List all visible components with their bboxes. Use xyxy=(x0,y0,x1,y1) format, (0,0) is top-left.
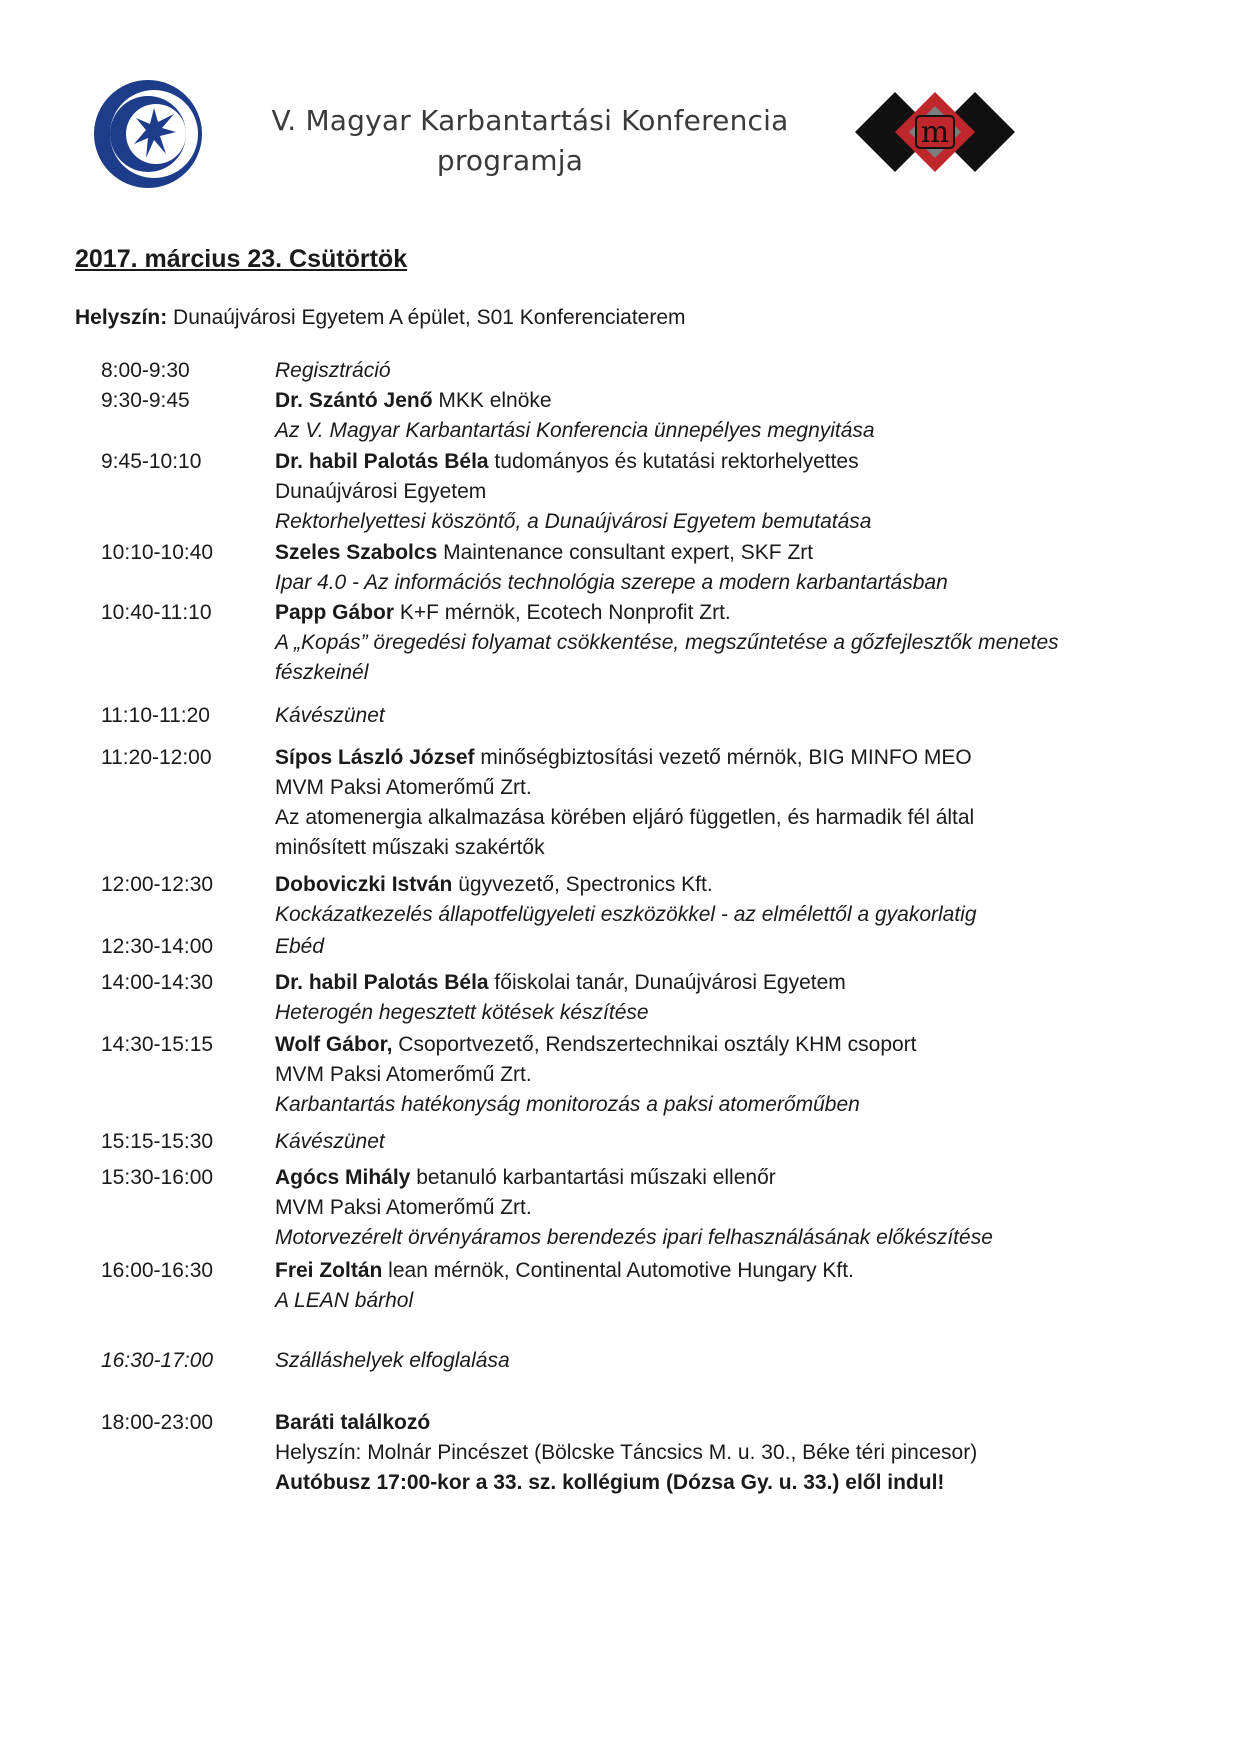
schedule-line xyxy=(275,1063,532,1087)
schedule-time: 14:30-15:15 xyxy=(101,1033,214,1056)
schedule-line xyxy=(275,601,731,625)
talk-title: Kávészünet xyxy=(275,1130,385,1153)
schedule-time: 16:30-17:00 xyxy=(101,1349,214,1372)
conference-title: V. Magyar Karbantartási Konferencia xyxy=(271,104,789,137)
speaker-name: Wolf Gábor, xyxy=(275,1033,393,1056)
line-text: minősített műszaki szakértők xyxy=(275,836,545,859)
schedule-line xyxy=(275,510,871,534)
schedule-line xyxy=(275,806,974,830)
talk-title: Ipar 4.0 - Az információs technológia szerepe a modern karbantartásban xyxy=(275,571,948,594)
svg-text:m: m xyxy=(920,115,950,150)
schedule-line xyxy=(275,480,486,504)
speaker-name: Agócs Mihály xyxy=(275,1166,411,1189)
speaker-name: Sípos László József xyxy=(275,746,475,769)
talk-title: Heterogén hegesztett kötések készítése xyxy=(275,1001,649,1024)
line-text: K+F mérnök, Ecotech Nonprofit Zrt. xyxy=(394,601,731,624)
line-text: MVM Paksi Atomerőmű Zrt. xyxy=(275,1063,532,1086)
schedule-time: 14:00-14:30 xyxy=(101,971,214,994)
schedule-line xyxy=(275,571,948,595)
schedule-line xyxy=(275,1130,385,1154)
schedule-line xyxy=(275,1289,413,1313)
schedule-time: 16:00-16:30 xyxy=(101,1259,214,1282)
speaker-name: Dr. habil Palotás Béla xyxy=(275,971,489,994)
schedule-time: 12:00-12:30 xyxy=(101,873,214,896)
line-text: minőségbiztosítási vezető mérnök, BIG MINFO MEO xyxy=(474,746,972,769)
line-text: főiskolai tanár, Dunaújvárosi Egyetem xyxy=(488,971,846,994)
schedule-line xyxy=(275,1196,532,1220)
line-text: tudományos és kutatási rektorhelyettes xyxy=(488,450,859,473)
venue-line xyxy=(75,306,686,330)
schedule-time: 11:10-11:20 xyxy=(101,704,210,727)
line-text: Helyszín: Molnár Pincészet (Bölcske Táncsics M. u. 30., Béke téri pincesor) xyxy=(275,1441,978,1464)
line-text: betanuló karbantartási műszaki ellenőr xyxy=(410,1166,776,1189)
speaker-name: Dr. habil Palotás Béla xyxy=(275,450,489,473)
schedule-time: 10:10-10:40 xyxy=(101,541,214,564)
schedule-line xyxy=(275,1259,854,1283)
schedule-line xyxy=(275,450,859,474)
line-text: ügyvezető, Spectronics Kft. xyxy=(452,873,713,896)
speaker-name: Frei Zoltán xyxy=(275,1259,383,1282)
schedule-line xyxy=(275,541,813,565)
schedule-time: 9:45-10:10 xyxy=(101,450,202,473)
line-text: MVM Paksi Atomerőmű Zrt. xyxy=(275,1196,532,1219)
speaker-name: Baráti találkozó xyxy=(275,1411,431,1434)
talk-title: fészkeinél xyxy=(275,661,369,684)
line-text: lean mérnök, Continental Automotive Hungary Kft. xyxy=(382,1259,854,1282)
line-text: MVM Paksi Atomerőmű Zrt. xyxy=(275,776,532,799)
schedule-line xyxy=(275,1033,917,1057)
schedule-line xyxy=(275,1226,993,1250)
line-text: MKK elnöke xyxy=(432,389,552,412)
schedule-time: 9:30-9:45 xyxy=(101,389,190,412)
speaker-name: Dr. Szántó Jenő xyxy=(275,389,433,412)
schedule-line xyxy=(275,1441,977,1465)
talk-title: Kávészünet xyxy=(275,704,385,727)
schedule-line xyxy=(275,704,385,728)
talk-title: Karbantartás hatékonyság monitorozás a paksi atomerőműben xyxy=(275,1093,860,1116)
speaker-name: Doboviczki István xyxy=(275,873,453,896)
schedule-time: 15:15-15:30 xyxy=(101,1130,214,1153)
talk-title: A „Kopás” öregedési folyamat csökkentése, megszűntetése a gőzfejlesztők menetes xyxy=(275,631,1059,654)
talk-title: Ebéd xyxy=(275,935,325,958)
talk-title: Az V. Magyar Karbantartási Konferencia ünnepélyes megnyitása xyxy=(275,419,875,442)
schedule-line xyxy=(275,359,391,383)
schedule-time: 8:00-9:30 xyxy=(101,359,190,382)
schedule-line xyxy=(275,419,875,443)
line-text: Dunaújvárosi Egyetem xyxy=(275,480,487,503)
schedule-line xyxy=(275,1411,430,1435)
schedule-line xyxy=(275,836,545,860)
schedule-line xyxy=(275,873,713,897)
speaker-name: Autóbusz 17:00-kor a 33. sz. kollégium (Dózsa Gy. u. 33.) elől indul! xyxy=(275,1471,945,1494)
schedule-line xyxy=(275,746,972,770)
talk-title: Szálláshelyek elfoglalása xyxy=(275,1349,510,1372)
schedule-line xyxy=(275,903,977,927)
speaker-name: Szeles Szabolcs xyxy=(275,541,438,564)
line-text: Maintenance consultant expert, SKF Zrt xyxy=(437,541,814,564)
schedule-line xyxy=(275,1001,649,1025)
schedule-time: 18:00-23:00 xyxy=(101,1411,214,1434)
schedule-line xyxy=(275,389,552,413)
schedule-line xyxy=(275,1471,944,1495)
line-text: Az atomenergia alkalmazása körében eljáró független, és harmadik fél által xyxy=(275,806,975,829)
conference-subtitle: programja xyxy=(436,144,584,177)
schedule-line xyxy=(275,776,532,800)
schedule-line xyxy=(275,1349,510,1373)
line-text: Csoportvezető, Rendszertechnikai osztály KHM csoport xyxy=(392,1033,917,1056)
date-heading: 2017. március 23. Csütörtök xyxy=(75,245,408,273)
schedule-line xyxy=(275,661,368,685)
talk-title: A LEAN bárhol xyxy=(275,1289,414,1312)
schedule-time: 12:30-14:00 xyxy=(101,935,214,958)
talk-title: Motorvezérelt örvényáramos berendezés ipari felhasználásának előkészítése xyxy=(275,1226,993,1249)
schedule-line xyxy=(275,935,324,959)
venue-text: Dunaújvárosi Egyetem A épület, S01 Konferenciaterem xyxy=(173,306,686,329)
schedule-time: 11:20-12:00 xyxy=(101,746,212,769)
talk-title: Rektorhelyettesi köszöntő, a Dunaújvárosi Egyetem bemutatása xyxy=(275,510,872,533)
schedule-time: 15:30-16:00 xyxy=(101,1166,214,1189)
schedule-line xyxy=(275,631,1059,655)
speaker-name: Papp Gábor xyxy=(275,601,395,624)
schedule-time: 10:40-11:10 xyxy=(101,601,212,624)
talk-title: Regisztráció xyxy=(275,359,391,382)
venue-label: Helyszín: xyxy=(75,306,168,329)
schedule-line xyxy=(275,1166,776,1190)
schedule-line xyxy=(275,1093,860,1117)
schedule-line xyxy=(275,971,846,995)
talk-title: Kockázatkezelés állapotfelügyeleti eszközökkel - az elmélettől a gyakorlatig xyxy=(275,903,977,926)
